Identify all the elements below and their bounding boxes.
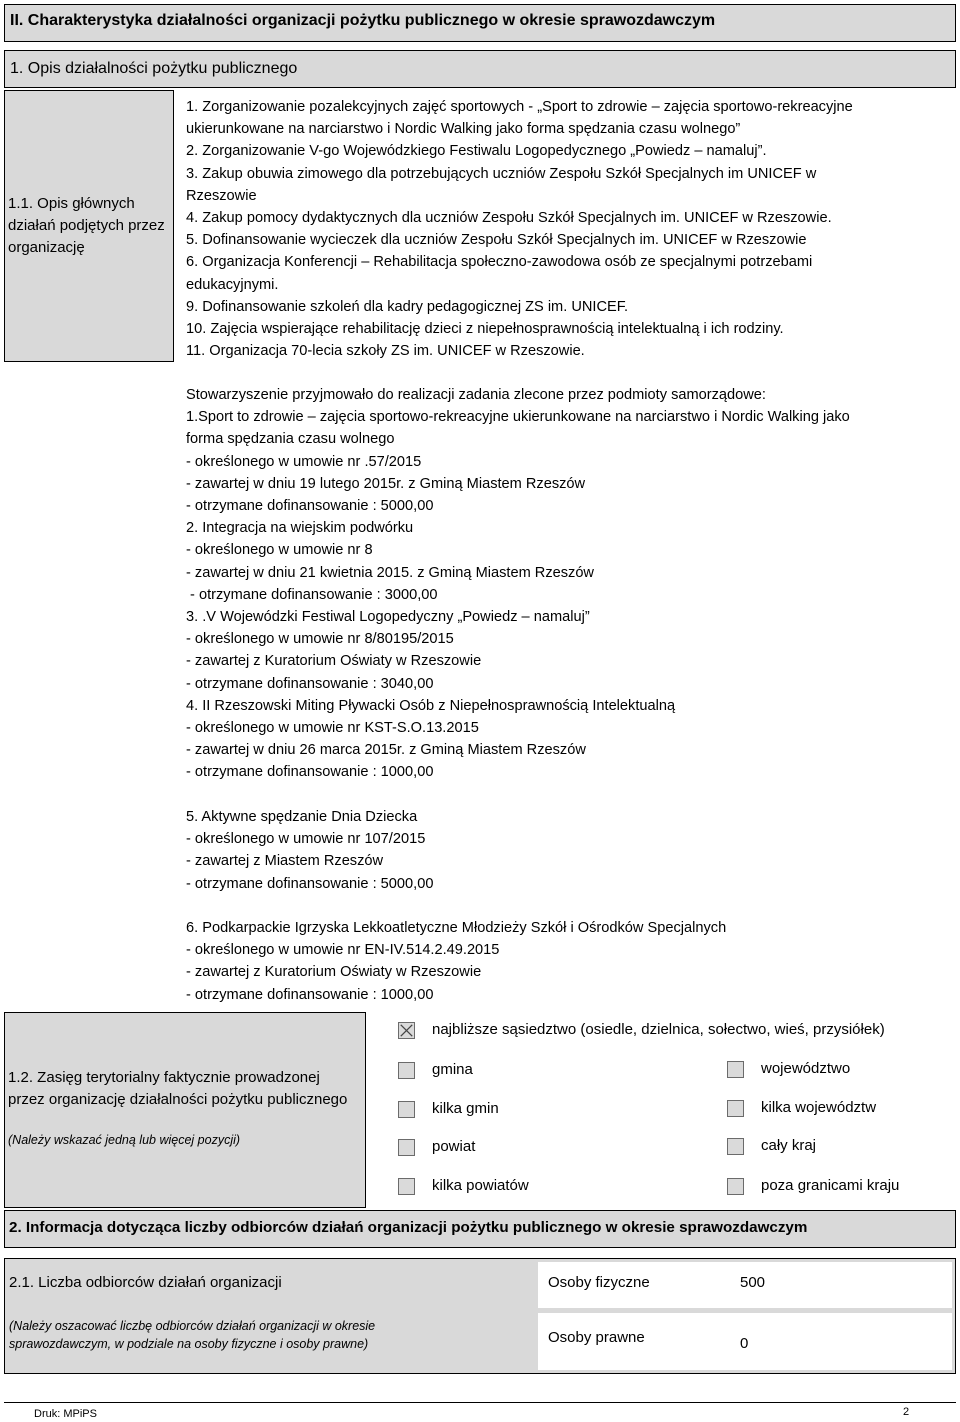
checkbox-poza-granicami[interactable] <box>727 1178 744 1195</box>
task-line: - otrzymane dofinansowanie : 5000,00 <box>186 498 434 515</box>
task-line: - otrzymane dofinansowanie : 3040,00 <box>186 675 434 692</box>
tasks-block <box>186 806 433 895</box>
checkbox-caly-kraj[interactable] <box>727 1138 744 1155</box>
activity-line: 6. Organizacja Konferencji – Rehabilitacja społeczno-zawodowa osób ze specjalnymi potrzebami <box>186 254 813 271</box>
checkbox-kilka-gmin[interactable] <box>398 1101 415 1118</box>
footer-rule <box>4 1402 956 1403</box>
option-kilka-wojewodztw-label: kilka województw <box>761 1099 877 1116</box>
option-gmina-label: gmina <box>432 1061 473 1078</box>
checkbox-neighborhood[interactable] <box>398 1022 415 1039</box>
task-line: - zawartej w dniu 26 marca 2015r. z Gminą Miastem Rzeszów <box>186 742 586 759</box>
label-2-1: 2.1. Liczba odbiorców działań organizacji <box>9 1274 282 1291</box>
activity-line: 1. Zorganizowanie pozalekcyjnych zajęć sportowych - „Sport to zdrowie – zajęcia sportowo-rekreacyjne <box>186 99 853 115</box>
task-line: Stowarzyszenie przyjmowało do realizacji zadania zlecone przez podmioty samorządowe: <box>186 387 766 403</box>
task-line: 2. Integracja na wiejskim podwórku <box>186 520 414 537</box>
legal-persons-label: Osoby prawne <box>548 1329 645 1346</box>
task-line: - zawartej z Miastem Rzeszów <box>186 853 384 870</box>
tasks-block <box>186 917 726 1006</box>
activity-line: 2. Zorganizowanie V-go Wojewódzkiego Festiwalu Logopedycznego „Powiedz – namaluj”. <box>186 143 767 160</box>
subsection-title: 2. Informacja dotycząca liczby odbiorców działań organizacji pożytku publicznego w okresie sprawozdawczym <box>9 1219 808 1236</box>
option-wojewodztwo-label: województwo <box>761 1060 851 1077</box>
option-poza-granicami-label: poza granicami kraju <box>761 1177 900 1194</box>
task-line: 5. Aktywne spędzanie Dnia Dziecka <box>186 809 418 825</box>
activity-line: ukierunkowane na narciarstwo i Nordic Walking jako forma spędzania czasu wolnego” <box>186 121 741 138</box>
label-1-2-hint: (Należy wskazać jedną lub więcej pozycji) <box>8 1133 241 1147</box>
task-line: - zawartej z Kuratorium Oświaty w Rzeszowie <box>186 964 482 981</box>
task-line: forma spędzania czasu wolnego <box>186 431 395 448</box>
label-1-1: 1.1. Opis głównych działań podjętych przez organizację <box>8 195 165 256</box>
task-line: - określonego w umowie nr 8/80195/2015 <box>186 631 454 648</box>
task-line: 3. .V Wojewódzki Festiwal Logopedyczny „Powiedz – namaluj” <box>186 609 590 626</box>
task-line: - określonego w umowie nr KST-S.O.13.2015 <box>186 720 479 737</box>
task-line: 1.Sport to zdrowie – zajęcia sportowo-rekreacyjne ukierunkowane na narciarstwo i Nordic Walking jako <box>186 409 850 426</box>
checkbox-kilka-powiatow[interactable] <box>398 1178 415 1195</box>
task-line: - określonego w umowie nr 107/2015 <box>186 831 426 848</box>
activity-line: edukacyjnymi. <box>186 276 279 293</box>
natural-persons-value: 500 <box>740 1274 766 1291</box>
task-line: - określonego w umowie nr .57/2015 <box>186 453 422 470</box>
option-kilka-powiatow-label: kilka powiatów <box>432 1177 529 1194</box>
task-line: - zawartej w dniu 21 kwietnia 2015. z Gminą Miastem Rzeszów <box>186 564 594 581</box>
option-kilka-gmin-label: kilka gmin <box>432 1100 499 1117</box>
activity-line: 5. Dofinansowanie wycieczek dla uczniów Zespołu Szkół Specjalnych im. UNICEF w Rzeszowie <box>186 232 807 249</box>
task-line: 6. Podkarpackie Igrzyska Lekkoatletyczne Młodzieży Szkół i Ośrodków Specjalnych <box>186 920 727 936</box>
activity-line: 3. Zakup obuwia zimowego dla potrzebujących uczniów Zespołu Szkół Specjalnych im UNICEF w <box>186 165 817 182</box>
activity-line: 10. Zajęcia wspierające rehabilitację dzieci z niepełnosprawnością intelektualną i ich rodziny. <box>186 321 784 338</box>
activities-list <box>186 96 853 362</box>
task-line: - określonego w umowie nr 8 <box>186 542 373 559</box>
task-line: - zawartej z Kuratorium Oświaty w Rzeszowie <box>186 653 482 670</box>
checkbox-gmina[interactable] <box>398 1062 415 1079</box>
section-title: II. Charakterystyka działalności organizacji pożytku publicznego w okresie sprawozdawczym <box>10 12 716 29</box>
page-number: 2 <box>903 1406 910 1418</box>
task-line: - określonego w umowie nr EN-IV.514.2.49.2015 <box>186 942 500 959</box>
checkbox-wojewodztwo[interactable] <box>727 1061 744 1078</box>
task-line: - otrzymane dofinansowanie : 3000,00 <box>186 586 438 603</box>
activity-line: 11. Organizacja 70-lecia szkoły ZS im. UNICEF w Rzeszowie. <box>186 343 585 360</box>
natural-persons-label: Osoby fizyczne <box>548 1274 650 1291</box>
option-powiat-label: powiat <box>432 1138 476 1155</box>
task-line: - otrzymane dofinansowanie : 1000,00 <box>186 764 434 781</box>
legal-persons-value: 0 <box>740 1335 749 1352</box>
subsection-title: 1. Opis działalności pożytku publicznego <box>10 60 298 77</box>
checkbox-kilka-wojewodztw[interactable] <box>727 1100 744 1117</box>
option-caly-kraj-label: cały kraj <box>761 1137 817 1154</box>
task-line: - otrzymane dofinansowanie : 5000,00 <box>186 875 434 892</box>
activity-line: Rzeszowie <box>186 187 257 204</box>
task-line: 4. II Rzeszowski Miting Pływacki Osób z Niepełnosprawnością Intelektualną <box>186 697 676 714</box>
task-line: - zawartej w dniu 19 lutego 2015r. z Gminą Miastem Rzeszów <box>186 475 586 492</box>
task-line: - otrzymane dofinansowanie : 1000,00 <box>186 986 434 1003</box>
footer-print-label: Druk: MPiPS <box>34 1408 97 1420</box>
label-1-2: 1.2. Zasięg terytorialny faktycznie prowadzonej przez organizację działalności pożytku publicznego <box>8 1069 348 1108</box>
activity-line: 4. Zakup pomocy dydaktycznych dla uczniów Zespołu Szkół Specjalnych im. UNICEF w Rzeszowie. <box>186 210 832 227</box>
activity-line: 9. Dofinansowanie szkoleń dla kadry pedagogicznej ZS im. UNICEF. <box>186 298 629 315</box>
tasks-block <box>186 384 850 784</box>
label-2-1-hint: (Należy oszacować liczbę odbiorców działań organizacji w okresie sprawozdawczym, w podziale na osoby fizyczne i osoby prawne) <box>9 1319 376 1351</box>
checkbox-powiat[interactable] <box>398 1139 415 1156</box>
option-neighborhood-label: najbliższe sąsiedztwo (osiedle, dzielnica, sołectwo, wieś, przysiółek) <box>432 1021 885 1038</box>
